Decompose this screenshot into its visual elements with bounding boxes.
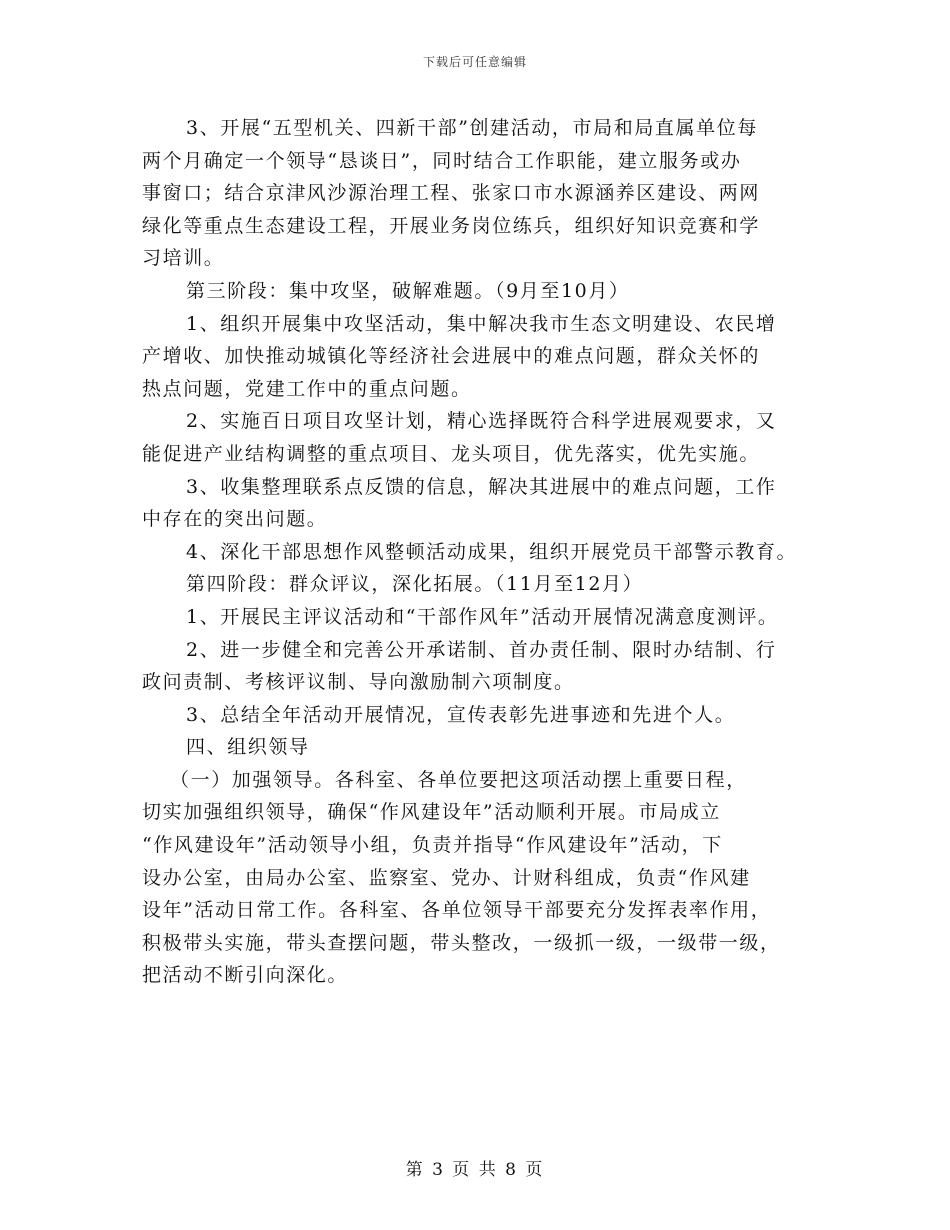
paragraph-line: 1、组织开展集中攻坚活动，集中解决我市生态文明建设、农民增 — [186, 312, 777, 335]
page-header: 下载后可任意编辑 — [422, 55, 527, 69]
paragraph-line: 政问责制、考核评议制、导向激励制六项制度。 — [142, 671, 575, 694]
paragraph-line: 绿化等重点生态建设工程，开展业务岗位练兵，组织好知识竞赛和学 — [142, 214, 761, 237]
paragraph-line: 积极带头实施，带头查摆问题，带头整改，一级抓一级，一级带一级， — [142, 931, 781, 954]
paragraph-line: “作风建设年”活动领导小组，负责并指导“作风建设年”活动，下 — [142, 834, 723, 857]
paragraph-line: 2、实施百日项目攻坚计划，精心选择既符合科学进展观要求，又 — [186, 410, 777, 433]
paragraph-line: 3、总结全年活动开展情况，宣传表彰先进事迹和先进个人。 — [186, 703, 736, 726]
paragraph-line: 3、收集整理联系点反馈的信息，解决其进展中的难点问题，工作 — [186, 475, 777, 498]
paragraph-line: 4、深化干部思想作风整顿活动成果，组织开展党员干部警示教育。 — [186, 540, 798, 563]
paragraph-line: 能促进产业结构调整的重点项目、龙头项目，优先落实，优先实施。 — [142, 442, 761, 465]
paragraph-line: 两个月确定一个领导“恳谈日”，同时结合工作职能，建立服务或办 — [142, 149, 742, 172]
document-body — [142, 112, 822, 992]
paragraph-line: 切实加强组织领导，确保“作风建设年”活动顺利开展。市局成立 — [142, 801, 721, 824]
paragraph-line: 事窗口；结合京津风沙源治理工程、张家口市水源涵养区建设、两网 — [142, 182, 761, 205]
section-heading: 第三阶段：集中攻坚，破解难题。（9月至10月） — [186, 279, 630, 302]
paragraph-line: 热点问题，党建工作中的重点问题。 — [142, 377, 472, 400]
paragraph-line: 设办公室，由局办公室、监察室、党办、计财科组成，负责“作风建 — [142, 866, 751, 889]
paragraph-line: 1、开展民主评议活动和“干部作风年”活动开展情况满意度测评。 — [186, 605, 779, 628]
paragraph-line: 习培训。 — [142, 247, 225, 270]
paragraph-line: （一）加强领导。各科室、各单位要把这项活动摆上重要日程， — [170, 768, 747, 791]
paragraph-line: 设年”活动日常工作。各科室、各单位领导干部要充分发挥表率作用， — [142, 899, 772, 922]
section-heading: 第四阶段：群众评议，深化拓展。（11月至12月） — [186, 573, 644, 596]
paragraph-line: 把活动不断引向深化。 — [142, 964, 349, 987]
paragraph-line: 3、开展“五型机关、四新干部”创建活动，市局和局直属单位每 — [186, 117, 758, 139]
page-footer: 第 3 页 共 8 页 — [405, 1160, 545, 1180]
paragraph-line: 产增收、加快推动城镇化等经济社会进展中的难点问题，群众关怀的 — [142, 345, 761, 368]
section-heading: 四、组织领导 — [186, 736, 310, 759]
paragraph-line: 中存在的突出问题。 — [142, 508, 328, 531]
paragraph-line: 2、进一步健全和完善公开承诺制、首办责任制、限时办结制、行 — [186, 638, 777, 661]
